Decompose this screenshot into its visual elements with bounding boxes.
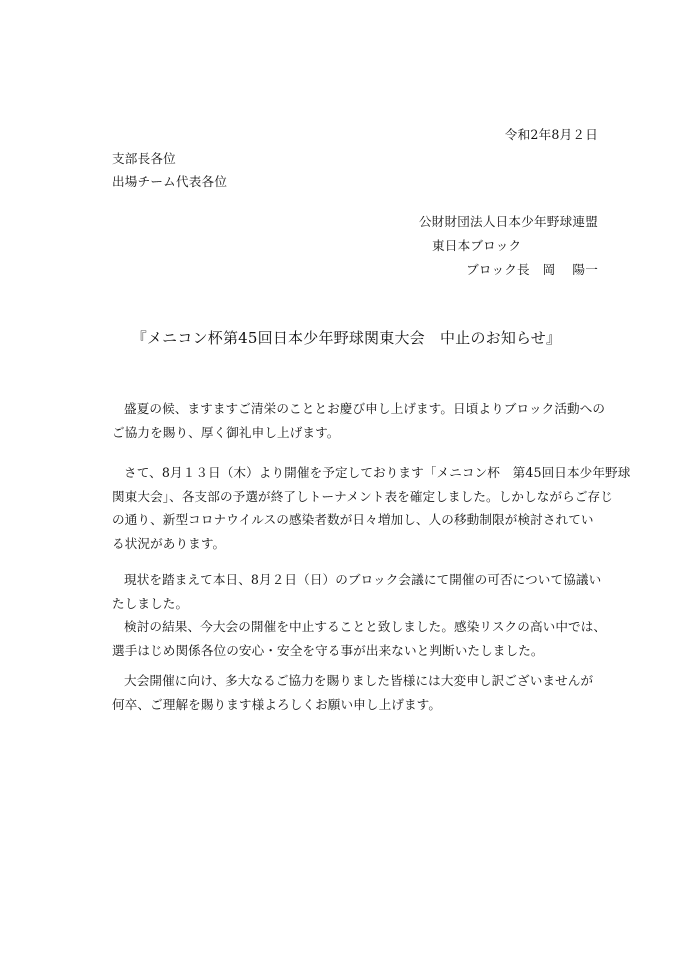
paragraph-decision — [112, 568, 612, 662]
paragraph-line: 検討の結果、今大会の開催を中止することと致しました。感染リスクの高い中では、 — [124, 619, 607, 634]
sender-branch: 東日本ブロック — [432, 238, 522, 253]
paragraph-closing — [112, 669, 612, 716]
notice-title: 『メニコン杯第45回日本少年野球関東大会 中止のお知らせ』 — [131, 329, 562, 347]
sender-organization: 公財財団法人日本少年野球連盟 — [418, 214, 598, 229]
paragraph-line: の通り、新型コロナウイルスの感染者数が日々増加し、人の移動制限が検討されてい — [112, 512, 594, 527]
paragraph-line: ご協力を賜り、厚く御礼申し上げます。 — [112, 424, 340, 440]
paragraph-line: 大会開催に向け、多大なるご協力を賜りました皆様には大変申し訳ございませんが — [124, 673, 594, 688]
paragraph-greeting — [112, 397, 612, 444]
paragraph-line: さて、8月１３日（木）より開催を予定しております「メニコン杯 第45回日本少年野球 — [124, 465, 631, 480]
sender-leader: ブロック長 岡 陽一 — [466, 262, 598, 277]
paragraph-line: 盛夏の候、ますますご清栄のこととお慶び申し上げます。日頃よりブロック活動への — [124, 401, 606, 416]
paragraph-announcement — [112, 461, 631, 555]
addressee-branch-heads: 支部長各位 — [112, 151, 176, 166]
paragraph-line: る状況があります。 — [112, 535, 226, 551]
paragraph-line: たしました。 — [112, 595, 189, 611]
paragraph-line: 現状を踏まえて本日、8月２日（日）のブロック会議にて開催の可否について協議い — [124, 572, 602, 587]
paragraph-line: 関東大会」、各支部の予選が終了しトーナメント表を確定しました。しかしながらご存じ — [112, 488, 613, 504]
addressee-team-representatives: 出場チーム代表各位 — [112, 174, 228, 189]
paragraph-line: 選手はじめ関係各位の安心・安全を守る事が出来ないと判断いたしました。 — [112, 642, 544, 658]
paragraph-line: 何卒、ご理解を賜ります様よろしくお願い申し上げます。 — [112, 696, 442, 712]
document-date: 令和2年8月２日 — [504, 127, 598, 142]
